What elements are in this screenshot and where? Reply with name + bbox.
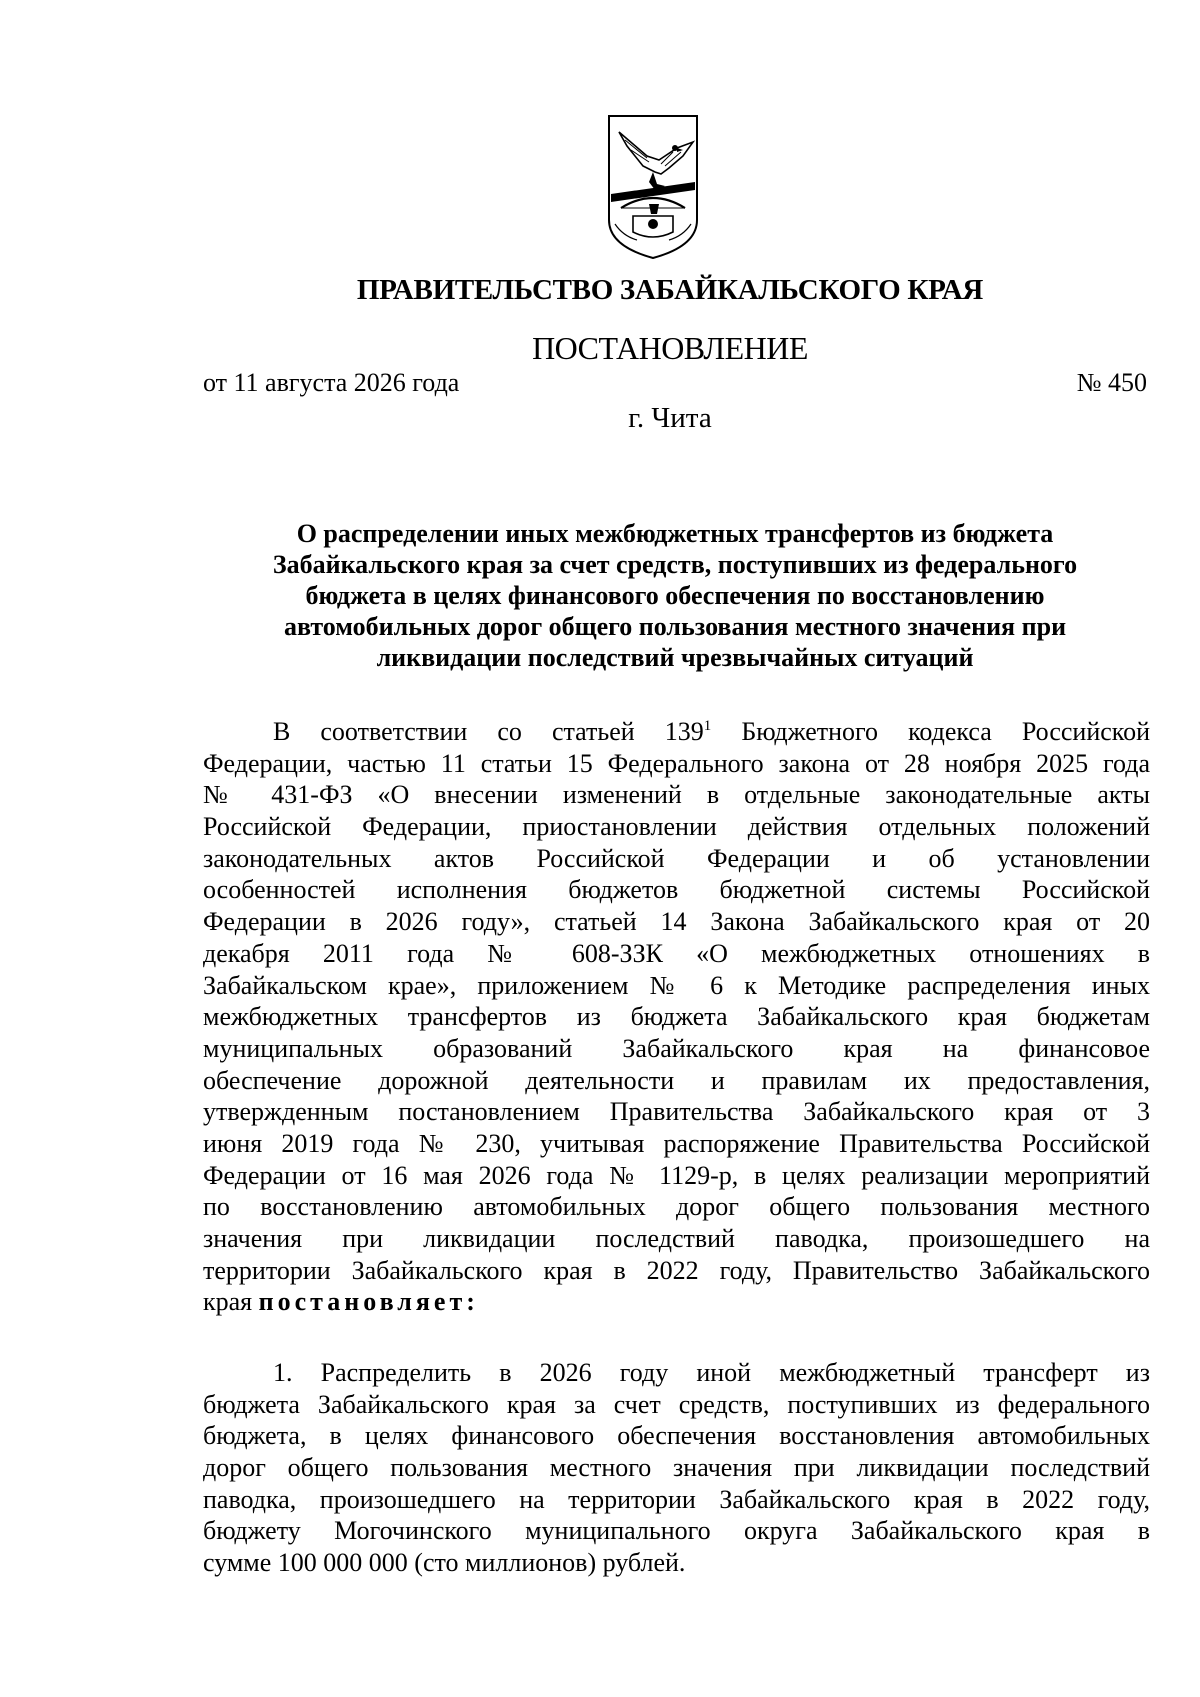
paragraph-line: июня 2019 года № 230, учитывая распоряжение Правительства Российской [203, 1128, 1150, 1158]
paragraph-line: сумме 100 000 000 (сто миллионов) рублей. [203, 1548, 686, 1578]
government-name: ПРАВИТЕЛЬСТВО ЗАБАЙКАЛЬСКОГО КРАЯ [356, 274, 984, 306]
article-superscript: 1 [703, 718, 712, 734]
paragraph-line [203, 716, 1150, 748]
paragraph-line: Федерации от 16 мая 2026 года № 1129-р, в целях реализации мероприятий [203, 1160, 1150, 1190]
preamble-line-end: Бюджетного кодекса Российской [711, 717, 1150, 746]
paragraph-line [203, 1286, 1150, 1318]
paragraph-line: № 431-ФЗ «О внесении изменений в отдельные законодательные акты [203, 780, 1150, 810]
paragraph-line: Российской Федерации, приостановлении действия отдельных положений [203, 812, 1150, 842]
title-line: автомобильных дорог общего пользования местного значения при [283, 612, 1067, 641]
paragraph-line: межбюджетных трансфертов из бюджета Забайкальского края бюджетам [203, 1002, 1150, 1032]
coat-of-arms-emblem [603, 112, 703, 262]
item-1-paragraph [203, 1357, 1150, 1579]
preamble-last-start: края [203, 1287, 259, 1317]
preamble-line-start: В соответствии со статьей 139 [273, 717, 704, 746]
document-title [200, 518, 1150, 673]
paragraph-line: Федерации, частью 11 статьи 15 Федерального закона от 28 ноября 2025 года [203, 748, 1150, 778]
document-number: № 450 [1076, 368, 1147, 397]
title-line: Забайкальского края за счет средств, поступивших из федерального [272, 550, 1078, 579]
paragraph-line: муниципальных образований Забайкальского края на финансовое [203, 1033, 1150, 1063]
paragraph-line: особенностей исполнения бюджетов бюджетной системы Российской [203, 875, 1150, 905]
paragraph-line: территории Забайкальского края в 2022 году, Правительство Забайкальского [203, 1255, 1150, 1285]
paragraph-line: обеспечение дорожной деятельности и правилам их предоставления, [203, 1065, 1150, 1095]
preamble-paragraph [203, 716, 1150, 1318]
paragraph-line: Федерации в 2026 году», статьей 14 Закона Забайкальского края от 20 [203, 907, 1150, 937]
paragraph-line: значения при ликвидации последствий паводка, произошедшего на [203, 1224, 1150, 1253]
document-type: ПОСТАНОВЛЕНИЕ [532, 330, 808, 366]
document-date: от 11 августа 2026 года [203, 368, 460, 397]
paragraph-line: бюджета Забайкальского края за счет средств, поступивших из федерального [203, 1389, 1150, 1419]
title-line: бюджета в целях финансового обеспечения по восстановлению [305, 581, 1045, 610]
paragraph-line: бюджету Могочинского муниципального округа Забайкальского края в [203, 1516, 1150, 1546]
paragraph-line: утвержденным постановлением Правительства Забайкальского края от 3 [203, 1097, 1150, 1127]
paragraph-line: паводка, произошедшего на территории Забайкальского края в 2022 году, [203, 1484, 1150, 1514]
paragraph-line: 1. Распределить в 2026 году иной межбюджетный трансферт из [273, 1358, 1150, 1387]
paragraph-line: Забайкальском крае», приложением № 6 к Методике распределения иных [203, 970, 1150, 1000]
title-line: О распределении иных межбюджетных трансфертов из бюджета [296, 519, 1054, 548]
paragraph-line: дорог общего пользования местного значения при ликвидации последствий [203, 1453, 1150, 1483]
paragraph-line: бюджета, в целях финансового обеспечения восстановления автомобильных [203, 1421, 1150, 1451]
document-city: г. Чита [628, 402, 712, 434]
paragraph-line: по восстановлению автомобильных дорог общего пользования местного [203, 1192, 1150, 1222]
resolves-word: постановляет: [258, 1287, 479, 1317]
paragraph-line: законодательных актов Российской Федерации и об установлении [203, 843, 1150, 873]
title-line: ликвидации последствий чрезвычайных ситуаций [376, 643, 974, 672]
paragraph-line: декабря 2011 года № 608-ЗЗК «О межбюджетных отношениях в [203, 938, 1150, 968]
